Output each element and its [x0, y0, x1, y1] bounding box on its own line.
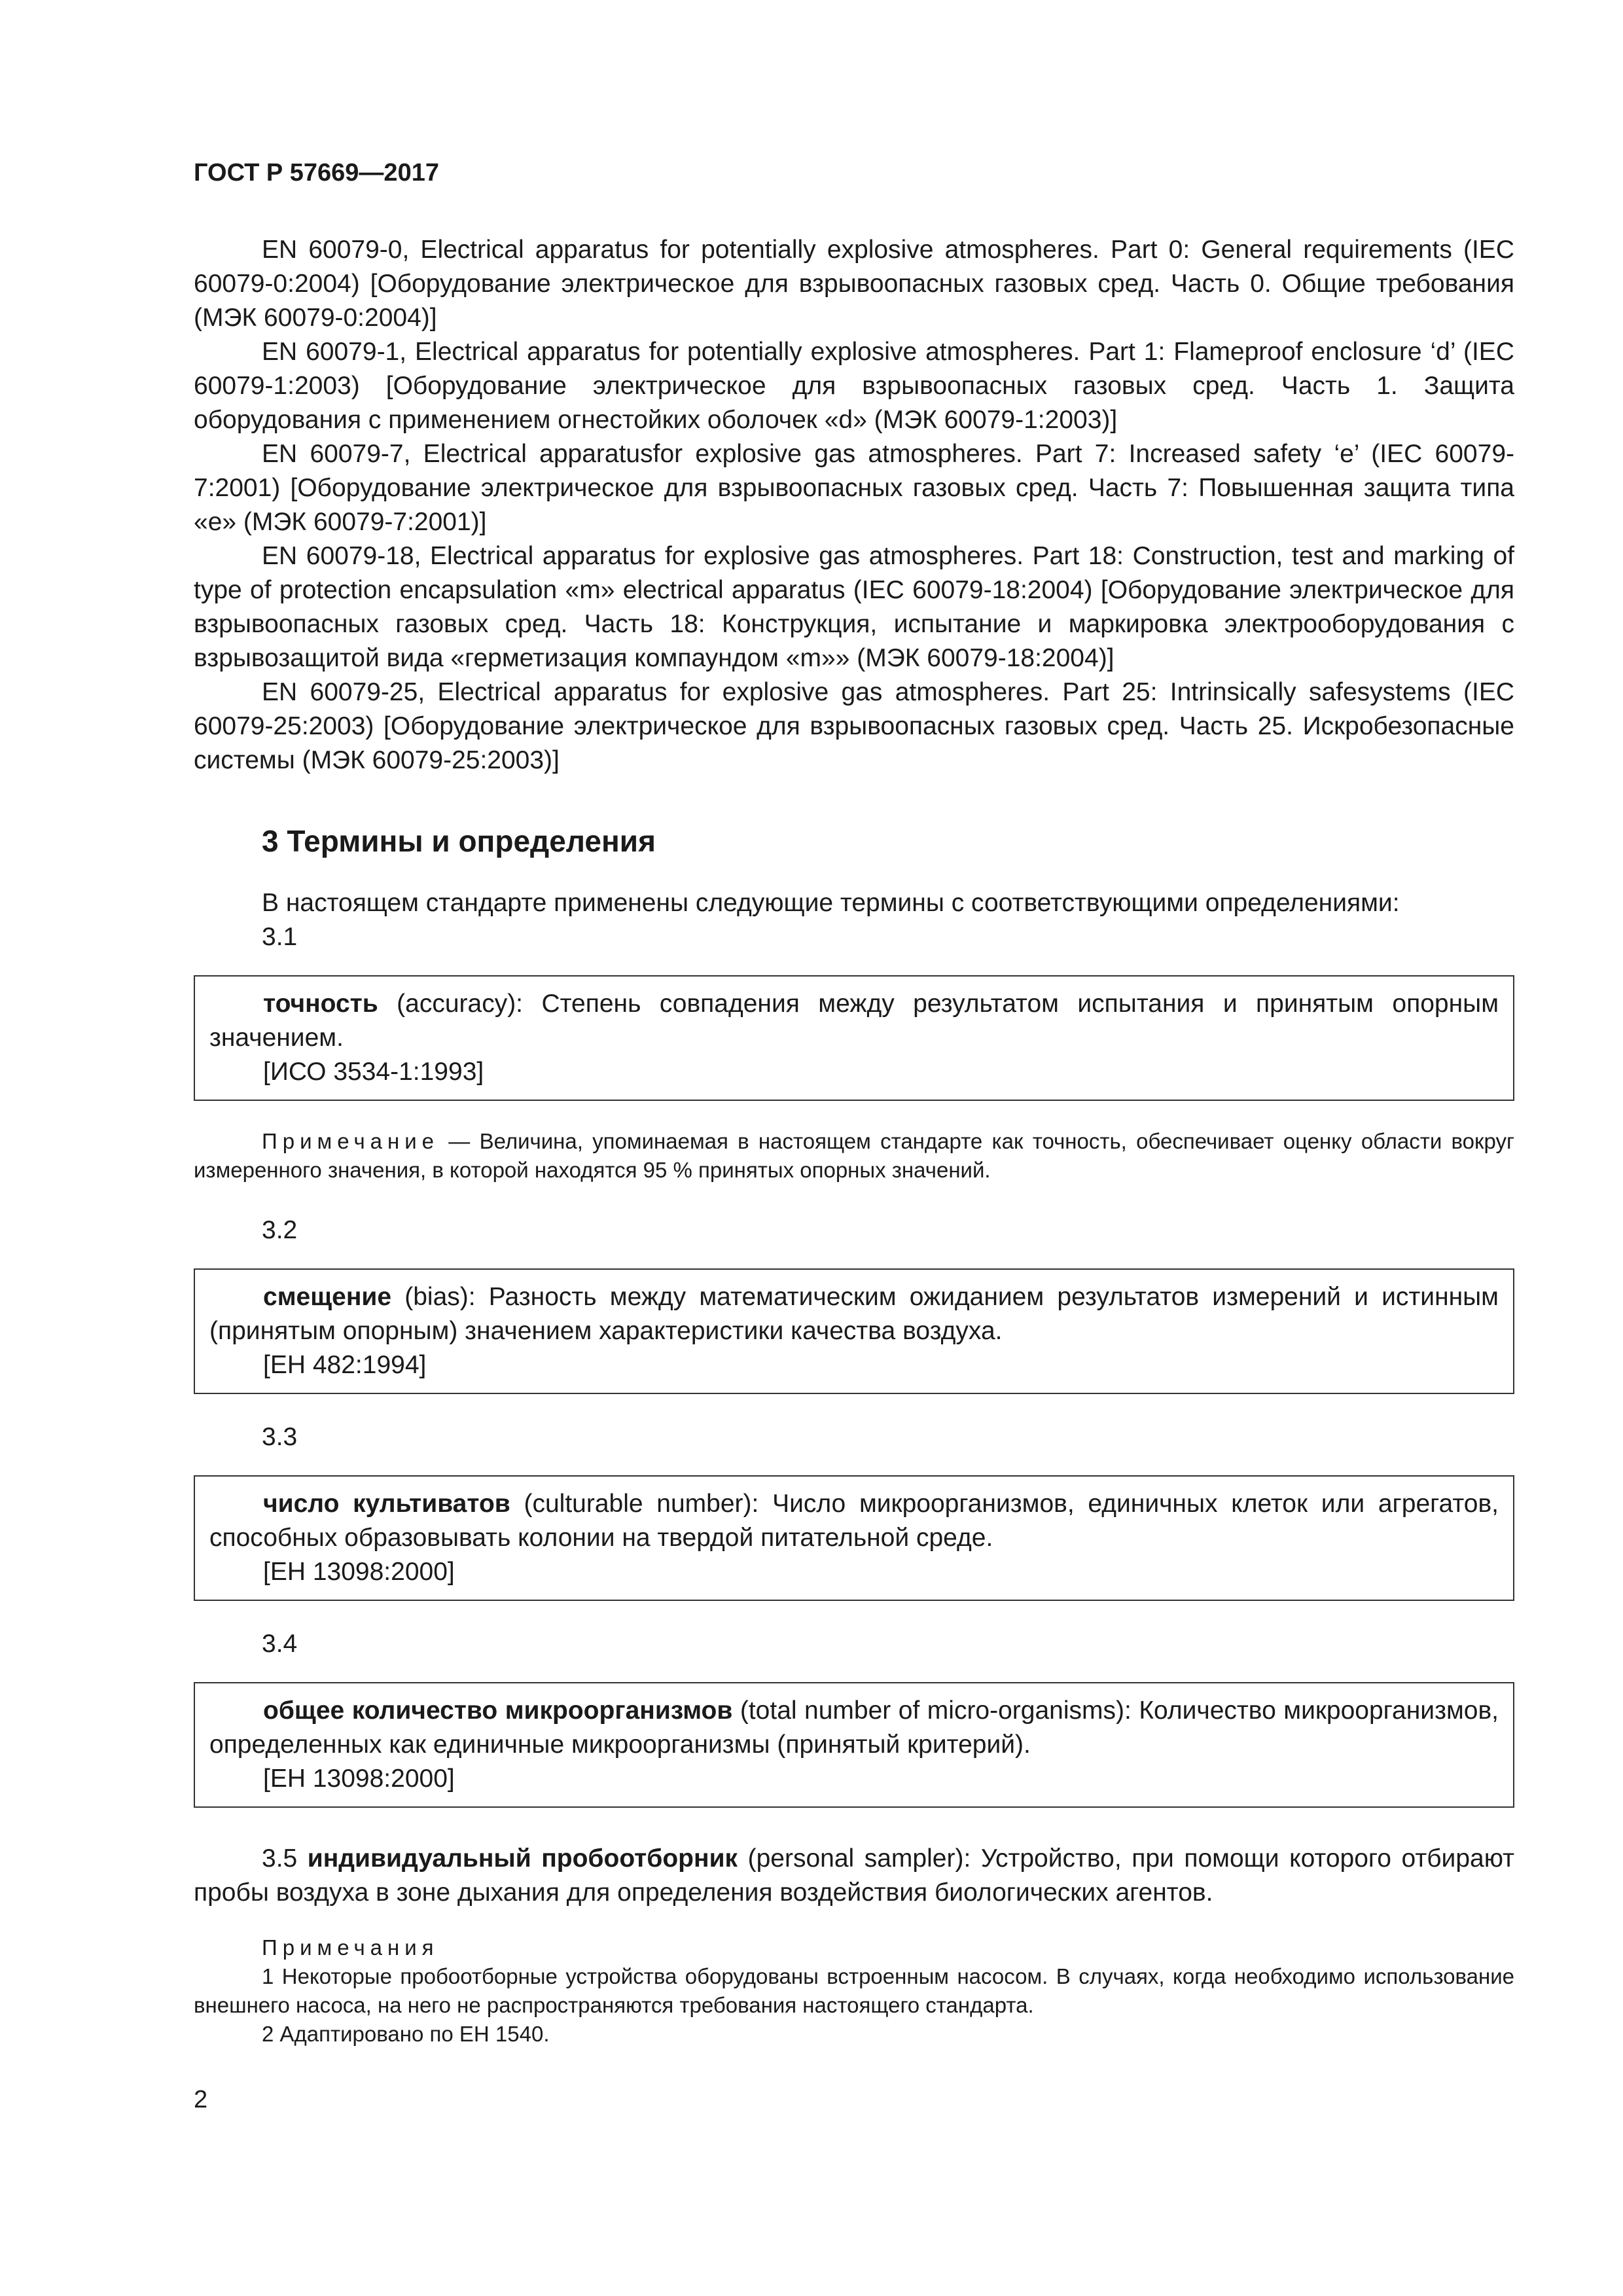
- term-source: [ИСО 3534-1:1993]: [263, 1058, 484, 1086]
- reference-item: EN 60079-18, Electrical apparatus for explosive gas atmospheres. Part 18: Construction, test and marking of type of protection encapsulation «m» electrical apparatus (IEC 60079-18:2004) [Оборудование электрическое для взрывоопасных газовых сред. Часть 18: Конструкция, испытание и маркировка электрооборудования с взрывозащитой вида «герметизация компаундом «m»» (МЭК 60079-18:2004)]: [194, 542, 1514, 672]
- document-page: [194, 157, 1514, 2049]
- term-definition-text: (bias): Разность между математическим ожиданием результатов измерений и истинным (принятым опорным) значением характеристики качества воздуха.: [209, 1283, 1499, 1345]
- notes-heading: Примечания: [262, 1935, 439, 1960]
- term-definition: [209, 1487, 1499, 1555]
- term-definition-text: (culturable number): Число микроорганизмов, единичных клеток или агрегатов, способных образовывать колонии на твердой питательной среде.: [209, 1490, 1499, 1552]
- term-inline: [194, 1842, 1514, 1910]
- section-intro: В настоящем стандарте применены следующие термины с соответствующими определениями:: [262, 889, 1400, 917]
- term-definition-text: (personal sampler): Устройство, при помощи которого отбирают пробы воздуха в зоне дыхания для определения воздействия биологических агентов.: [194, 1844, 1514, 1907]
- note-item: 2 Адаптировано по ЕН 1540.: [262, 2022, 550, 2046]
- note-item: 1 Некоторые пробоотборные устройства оборудованы встроенным насосом. В случаях, когда необходимо использование внешнего насоса, на него не распространяются требования настоящего стандарта.: [194, 1964, 1514, 2017]
- term-number: 3.2: [262, 1216, 298, 1244]
- term-definition: [209, 987, 1499, 1055]
- term-number: 3.5: [262, 1844, 298, 1873]
- term-name: смещение: [263, 1283, 392, 1311]
- term-number: 3.4: [262, 1630, 298, 1658]
- term-number: 3.1: [262, 923, 298, 951]
- term-name: индивидуальный пробоотборник: [307, 1844, 738, 1873]
- term-definition-text: (total number of micro-organisms): Количество микроорганизмов, определенных как единичные микроорганизмы (принятый критерий).: [209, 1696, 1499, 1759]
- section-title: 3 Термины и определения: [262, 824, 656, 858]
- term-box: [194, 1475, 1514, 1601]
- term-box: [194, 1682, 1514, 1808]
- term-definition: [209, 1694, 1499, 1762]
- term-box: [194, 975, 1514, 1101]
- term-note: [194, 1127, 1514, 1185]
- term-definition: [209, 1280, 1499, 1348]
- reference-item: EN 60079-7, Electrical apparatusfor explosive gas atmospheres. Part 7: Increased safety ‘e’ (IEC 60079-7:2001) [Оборудование электрическое для взрывоопасных газовых сред. Часть 7: Повышенная защита типа «е» (МЭК 60079-7:2001)]: [194, 440, 1514, 536]
- term-name: общее количество микроорганизмов: [263, 1696, 733, 1725]
- term-source: [ЕН 13098:2000]: [263, 1558, 455, 1586]
- note-text: — Величина, упоминаемая в настоящем стандарте как точность, обеспечивает оценку области вокруг измеренного значения, в которой находятся 95 % принятых опорных значений.: [194, 1129, 1514, 1182]
- reference-item: EN 60079-1, Electrical apparatus for potentially explosive atmospheres. Part 1: Flameproof enclosure ‘d’ (IEC 60079-1:2003) [Оборудование электрическое для взрывоопасных газовых сред. Часть 1. Защита оборудования с применением огнестойких оболочек «d» (МЭК 60079-1:2003)]: [194, 338, 1514, 434]
- reference-item: EN 60079-0, Electrical apparatus for potentially explosive atmospheres. Part 0: General requirements (IEC 60079-0:2004) [Оборудование электрическое для взрывоопасных газовых сред. Часть 0. Общие требования (МЭК 60079-0:2004)]: [194, 236, 1514, 332]
- term-definition-text: (accuracy): Степень совпадения между результатом испытания и принятым опорным значением.: [209, 990, 1499, 1052]
- reference-item: EN 60079-25, Electrical apparatus for explosive gas atmospheres. Part 25: Intrinsically safesystems (IEC 60079-25:2003) [Оборудование электрическое для взрывоопасных газовых сред. Часть 25. Искробезопасные системы (МЭК 60079-25:2003)]: [194, 678, 1514, 774]
- note-label: Примечание: [262, 1129, 440, 1153]
- term-name: число культиватов: [263, 1490, 510, 1518]
- page-number: 2: [194, 2086, 208, 2113]
- term-source: [ЕН 482:1994]: [263, 1351, 427, 1379]
- references-list: [194, 233, 1514, 778]
- term-box: [194, 1268, 1514, 1394]
- term-name: точность: [263, 990, 378, 1018]
- term-number: 3.3: [262, 1423, 298, 1451]
- document-header: ГОСТ Р 57669—2017: [194, 159, 439, 187]
- term-source: [ЕН 13098:2000]: [263, 1765, 455, 1793]
